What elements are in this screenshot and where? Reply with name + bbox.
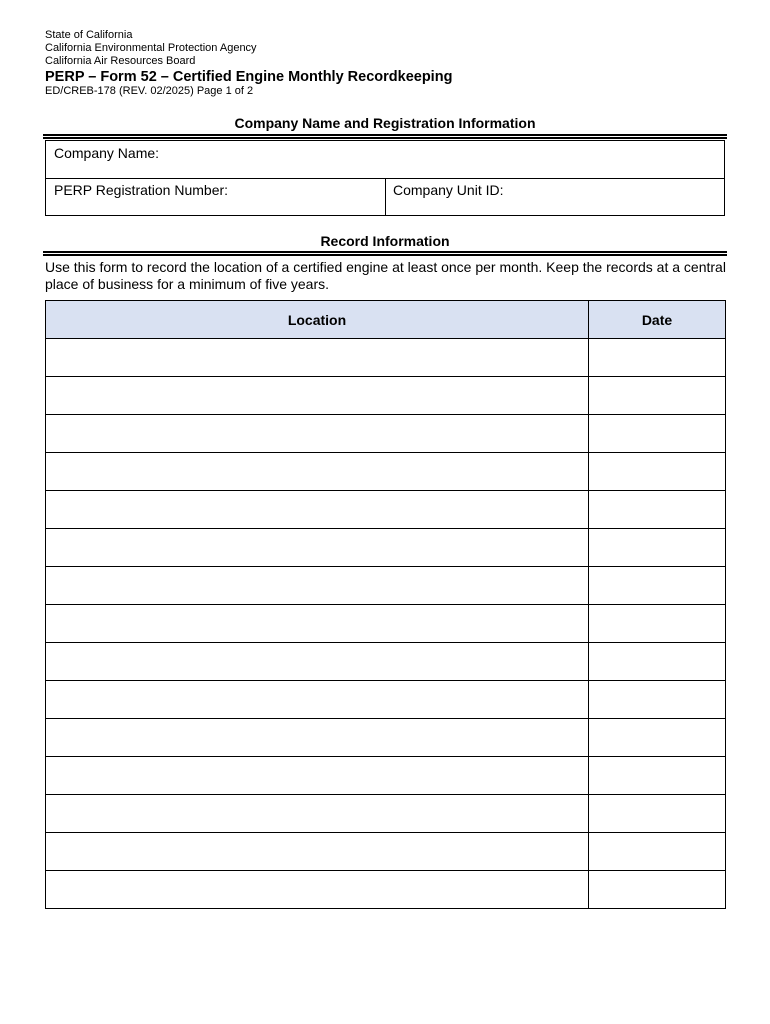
table-row bbox=[46, 377, 726, 415]
date-cell[interactable] bbox=[589, 719, 726, 757]
date-cell[interactable] bbox=[589, 377, 726, 415]
location-cell[interactable] bbox=[46, 453, 589, 491]
table-row bbox=[46, 681, 726, 719]
location-cell[interactable] bbox=[46, 567, 589, 605]
date-cell[interactable] bbox=[589, 529, 726, 567]
company-name-field[interactable] bbox=[46, 141, 724, 179]
table-row bbox=[46, 339, 726, 377]
table-row bbox=[46, 795, 726, 833]
date-cell[interactable] bbox=[589, 339, 726, 377]
table-row bbox=[46, 833, 726, 871]
record-table-body bbox=[46, 339, 726, 909]
location-cell[interactable] bbox=[46, 795, 589, 833]
company-section-rule bbox=[43, 134, 727, 139]
date-cell[interactable] bbox=[589, 605, 726, 643]
company-unit-id-field[interactable] bbox=[386, 179, 724, 215]
date-cell[interactable] bbox=[589, 643, 726, 681]
date-cell[interactable] bbox=[589, 757, 726, 795]
date-cell[interactable] bbox=[589, 871, 726, 909]
agency-line-carb: California Air Resources Board bbox=[45, 55, 196, 67]
date-cell[interactable] bbox=[589, 795, 726, 833]
table-row bbox=[46, 491, 726, 529]
table-row bbox=[46, 719, 726, 757]
perp-registration-label: PERP Registration Number: bbox=[54, 182, 229, 198]
form-number: ED/CREB-178 (REV. 02/2025) Page 1 of 2 bbox=[45, 85, 254, 97]
location-cell[interactable] bbox=[46, 681, 589, 719]
date-cell[interactable] bbox=[589, 491, 726, 529]
date-cell[interactable] bbox=[589, 567, 726, 605]
date-cell[interactable] bbox=[589, 453, 726, 491]
date-cell[interactable] bbox=[589, 415, 726, 453]
location-cell[interactable] bbox=[46, 605, 589, 643]
location-cell[interactable] bbox=[46, 339, 589, 377]
table-row bbox=[46, 415, 726, 453]
record-instructions: Use this form to record the location of a certified engine at least once per month. Keep the records at a central place of business for a minimum of five years. bbox=[45, 259, 726, 292]
table-row bbox=[46, 567, 726, 605]
company-unit-id-label: Company Unit ID: bbox=[393, 182, 504, 198]
date-column-header: Date bbox=[589, 301, 726, 339]
form-title: PERP – Form 52 – Certified Engine Monthly Recordkeeping bbox=[45, 69, 453, 85]
location-cell[interactable] bbox=[46, 757, 589, 795]
table-row bbox=[46, 453, 726, 491]
table-row bbox=[46, 871, 726, 909]
agency-line-state: State of California bbox=[45, 29, 133, 41]
table-row bbox=[46, 605, 726, 643]
location-cell[interactable] bbox=[46, 833, 589, 871]
location-cell[interactable] bbox=[46, 491, 589, 529]
date-cell[interactable] bbox=[589, 681, 726, 719]
location-cell[interactable] bbox=[46, 377, 589, 415]
location-cell[interactable] bbox=[46, 529, 589, 567]
company-info-box bbox=[45, 140, 725, 216]
record-table bbox=[45, 300, 726, 909]
perp-registration-field[interactable] bbox=[46, 179, 386, 215]
record-section-rule bbox=[43, 251, 727, 256]
agency-line-calepa: California Environmental Protection Agency bbox=[45, 42, 257, 54]
table-row bbox=[46, 757, 726, 795]
location-cell[interactable] bbox=[46, 415, 589, 453]
record-table-header-row bbox=[46, 301, 726, 339]
company-section-heading: Company Name and Registration Information bbox=[234, 115, 536, 131]
record-section-heading: Record Information bbox=[320, 233, 450, 249]
date-cell[interactable] bbox=[589, 833, 726, 871]
table-row bbox=[46, 643, 726, 681]
location-column-header: Location bbox=[46, 301, 589, 339]
location-cell[interactable] bbox=[46, 643, 589, 681]
location-cell[interactable] bbox=[46, 871, 589, 909]
table-row bbox=[46, 529, 726, 567]
location-cell[interactable] bbox=[46, 719, 589, 757]
company-name-label: Company Name: bbox=[54, 145, 160, 161]
